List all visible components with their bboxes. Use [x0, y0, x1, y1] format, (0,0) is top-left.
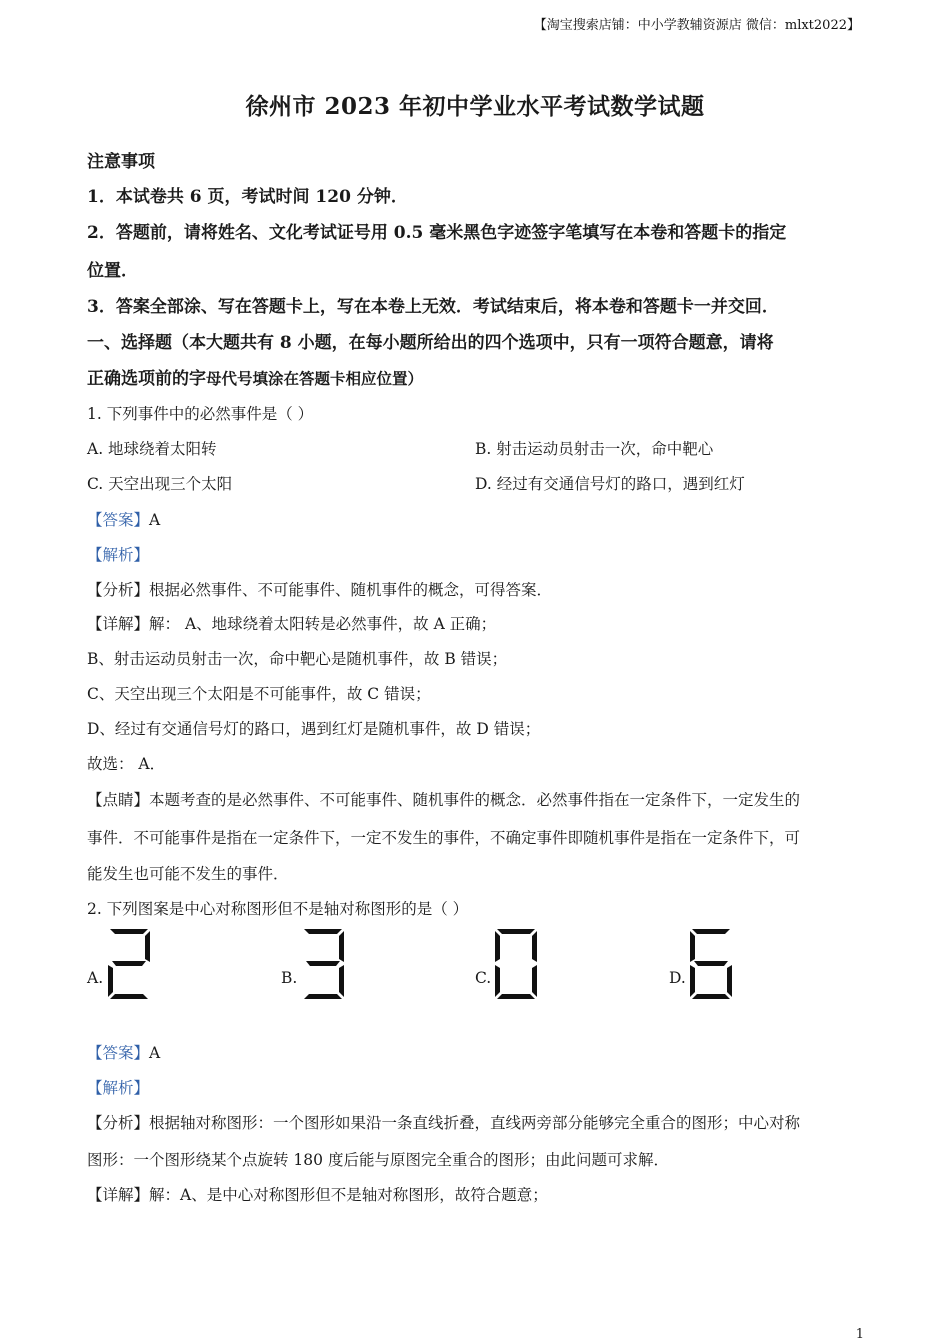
q1-option-d: D. 经过有交通信号灯的路口，遇到红灯	[475, 475, 745, 493]
notice-item-3: 3．答案全部涂、写在答题卡上，写在本卷上无效．考试结束后，将本卷和答题卡一并交回．	[87, 297, 779, 317]
page-title: 徐州市 2023 年初中学业水平考试数学试题	[245, 93, 705, 120]
q1-line-d: D、经过有交通信号灯的路口，遇到红灯是随机事件，故 D 错误；	[87, 720, 541, 738]
q2-option-c-label: C.	[475, 969, 492, 987]
q1-answer-tag: 【答案】	[87, 511, 150, 529]
section-heading: 一、选择题（本大题共有 8 小题，在每小题所给出的四个选项中，只有一项符合题意，请将	[87, 333, 774, 353]
q1-option-a: A. 地球绕着太阳转	[87, 440, 217, 458]
section-heading-cont-a: 正确选项前的字	[87, 369, 206, 389]
q1-option-c: C. 天空出现三个太阳	[87, 475, 233, 493]
q2-answer-value: A	[149, 1044, 161, 1062]
notice-item-2-cont: 位置．	[87, 261, 138, 281]
section-heading-cont	[87, 364, 423, 389]
q1-answer	[87, 508, 160, 530]
q2-xiangjie	[87, 1183, 548, 1205]
q1-dianjing-line-2: 事件．不可能事件是指在一定条件下，一定不发生的事件，不确定事件即随机事件是指在一定条件下，可	[87, 829, 801, 847]
q1-xiangjie	[87, 612, 496, 634]
q2-option-d-digit-6	[688, 928, 734, 1000]
q2-answer	[87, 1041, 160, 1063]
q2-answer-tag: 【答案】	[87, 1044, 150, 1062]
q1-line-b: B、射击运动员射击一次，命中靶心是随机事件，故 B 错误；	[87, 650, 508, 668]
q1-fenxi-text: 根据必然事件、不可能事件、随机事件的概念，可得答案．	[149, 581, 553, 599]
q1-xiangjie-text: 解： A、地球绕着太阳转是必然事件，故 A 正确；	[149, 615, 497, 633]
q2-fenxi-text-1: 根据轴对称图形：一个图形如果沿一条直线折叠，直线两旁部分能够完全重合的图形；中心对称	[149, 1114, 801, 1132]
q2-option-a-label: A.	[87, 969, 104, 987]
q1-answer-value: A	[149, 511, 161, 529]
q1-dianjing	[87, 788, 800, 810]
q2-fenxi	[87, 1111, 800, 1133]
q1-line-c: C、天空出现三个太阳是不可能事件，故 C 错误；	[87, 685, 431, 703]
q1-dianjing-line-3: 能发生也可能不发生的事件．	[87, 865, 289, 883]
q1-dianjing-tag: 【点睛】	[87, 791, 150, 809]
notice-item-2: 2．答题前，请将姓名、文化考试证号用 0.5 毫米黑色字迹签字笔填写在本卷和答题卡的指定	[87, 223, 787, 243]
q2-xiangjie-tag: 【详解】	[87, 1186, 150, 1204]
section-heading-cont-b: 母代号填涂在答题卡相应位置）	[206, 369, 424, 388]
q1-guxuan: 故选： A．	[87, 755, 166, 773]
q2-stem: 2. 下列图案是中心对称图形但不是轴对称图形的是（ ）	[87, 900, 469, 918]
q1-option-b: B. 射击运动员射击一次，命中靶心	[475, 440, 714, 458]
q2-option-b-label: B.	[281, 969, 298, 987]
q1-fenxi-tag: 【分析】	[87, 581, 150, 599]
q2-option-c-digit-0	[493, 928, 539, 1000]
q2-fenxi-tag: 【分析】	[87, 1114, 150, 1132]
q2-xiangjie-text: 解：A、是中心对称图形但不是轴对称图形，故符合题意；	[149, 1186, 548, 1204]
notice-item-1: 1．本试卷共 6 页，考试时间 120 分钟．	[87, 187, 408, 207]
page-header-note: 【淘宝搜索店铺：中小学教辅资源店 微信：mlxt2022】	[533, 18, 860, 33]
q2-fenxi-line-2: 图形：一个图形绕某个点旋转 180 度后能与原图完全重合的图形；由此问题可求解．	[87, 1151, 669, 1169]
q1-stem: 1. 下列事件中的必然事件是（ ）	[87, 405, 314, 423]
q2-option-a-digit-2	[106, 928, 152, 1000]
q1-analysis-tag: 【解析】	[87, 546, 150, 564]
q2-option-d-label: D.	[669, 969, 686, 987]
q2-option-b-digit-3	[300, 928, 346, 1000]
q1-dianjing-text-1: 本题考查的是必然事件、不可能事件、随机事件的概念．必然事件指在一定条件下，一定发生的	[149, 791, 801, 809]
q1-fenxi	[87, 578, 552, 600]
notice-heading: 注意事项	[87, 152, 155, 172]
q1-xiangjie-tag: 【详解】	[87, 615, 150, 633]
page-number: 1	[855, 1327, 864, 1342]
q2-analysis-tag: 【解析】	[87, 1079, 150, 1097]
